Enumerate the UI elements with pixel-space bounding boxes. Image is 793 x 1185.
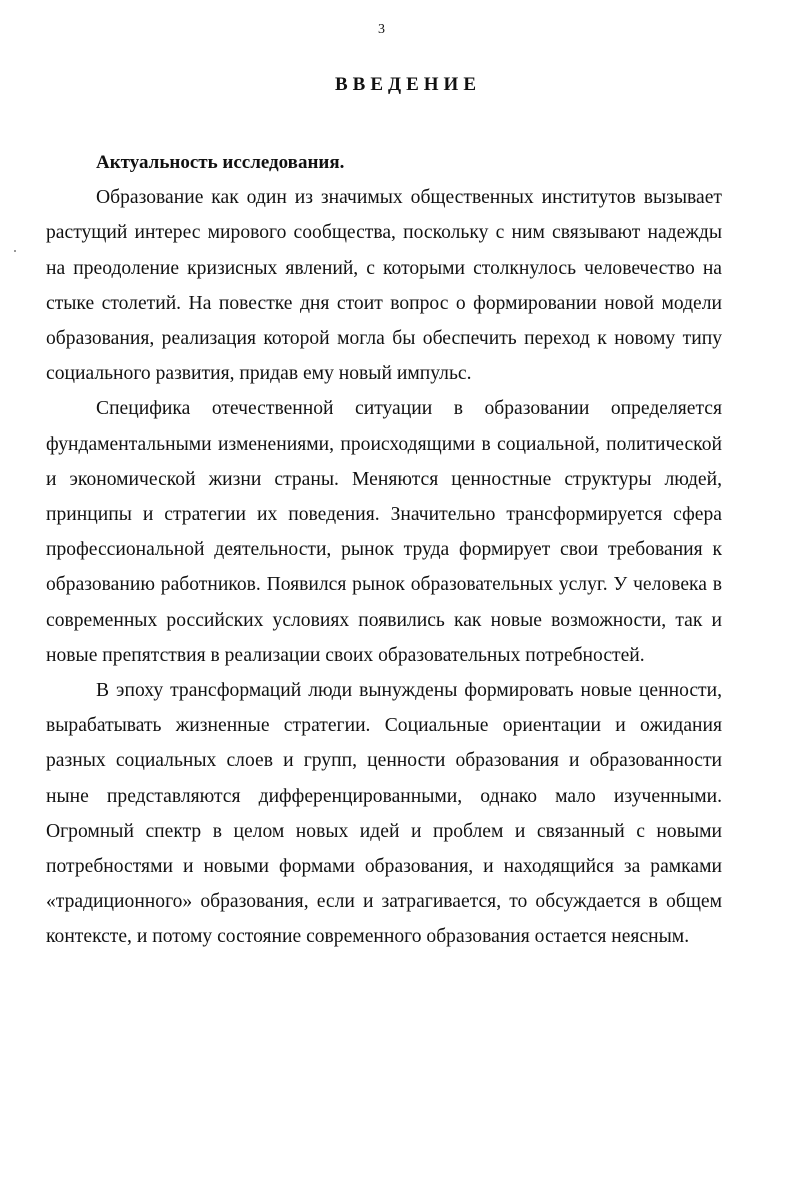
section-subheading: Актуальность исследования. [96,152,345,173]
paragraph-3: В эпоху трансформаций люди вынуждены формировать новые ценности, вырабатывать жизненные стратегии. Социальные ориентации и ожидания разных социальных слоев и групп, ценности образования и образованности ныне представляются дифференцированными, однако мало изученными. Огромный спектр в целом новых идей и проблем и связанный с новыми потребностями и новыми формами образования, и находящийся за рамками «традиционного» образования, если и затрагивается, то обсуждается в общем контексте, и потому состояние современного образования остается неясным. [46,680,722,948]
paragraph-1: Образование как один из значимых общественных институтов вызывает растущий интерес мирового сообщества, поскольку с ним связывают надежды на преодоление кризисных явлений, с которыми столкнулось человечество на стыке столетий. На повестке дня стоит вопрос о формировании новой модели образования, реализация которой могла бы обеспечить переход к новому типу социального развития, придав ему новый импульс. [46,187,722,385]
page-title: ВВЕДЕНИЕ [335,74,481,95]
scan-artifact [14,250,16,252]
paragraph-2: Специфика отечественной ситуации в образовании определяется фундаментальными изменениями, происходящими в социальной, политической и экономической жизни страны. Меняются ценностные структуры людей, принципы и стратегии их поведения. Значительно трансформируется сфера профессиональной деятельности, рынок труда формирует свои требования к образованию работников. Появился рынок образовательных услуг. У человека в современных российских условиях появились как новые возможности, так и новые препятствия в реализации своих образовательных потребностей. [46,398,722,666]
page-number: 3 [378,22,385,37]
body-text [46,145,722,955]
